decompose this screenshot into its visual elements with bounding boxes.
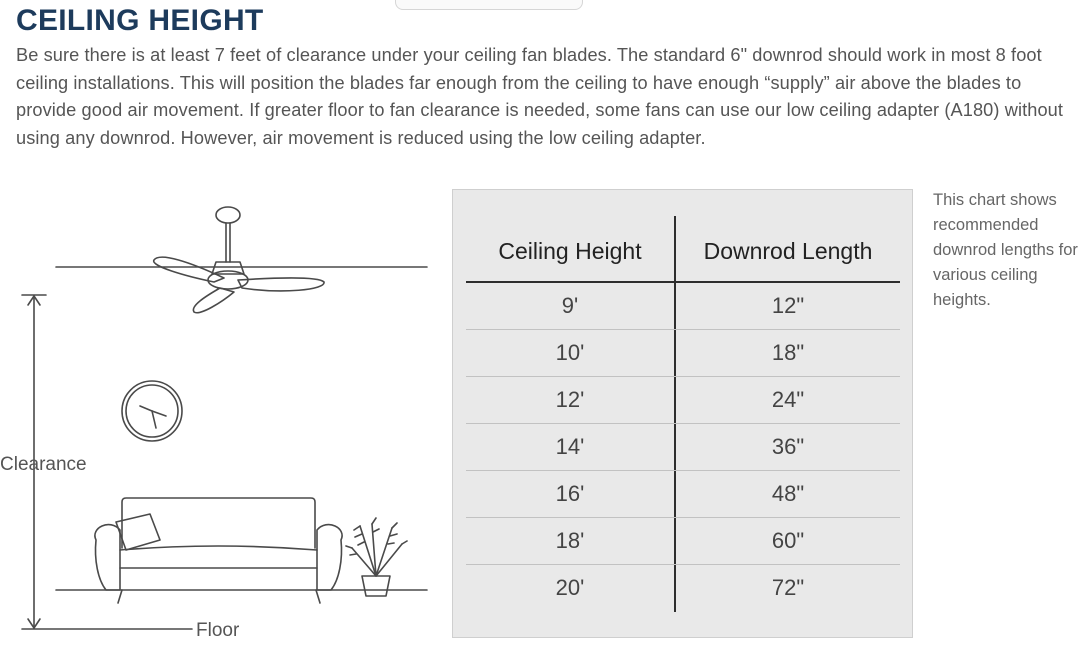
- downrod-length-cell: 12": [771, 293, 805, 318]
- ceiling-height-cell: 12': [555, 387, 585, 412]
- ceiling-fan-icon: [154, 207, 324, 313]
- side-note: This chart shows recommended downrod lengths for various ceiling heights.: [933, 191, 1078, 309]
- potted-plant-icon: [346, 518, 407, 596]
- ceiling-height-cell: 14': [555, 434, 585, 459]
- room-illustration: [0, 200, 440, 650]
- header-ceiling-height: Ceiling Height: [498, 238, 642, 264]
- ceiling-height-cell: 9': [561, 293, 579, 318]
- top-tab-fragment: [395, 0, 583, 10]
- ceiling-height-cell: 18': [555, 528, 585, 553]
- downrod-length-cell: 60": [771, 528, 805, 553]
- page-title: CEILING HEIGHT: [16, 4, 264, 37]
- ceiling-height-cell: 10': [555, 340, 585, 365]
- downrod-length-cell: 24": [771, 387, 805, 412]
- downrod-length-cell: 18": [771, 340, 805, 365]
- table-row: [466, 518, 900, 565]
- table-row: [466, 330, 900, 377]
- table-row: [466, 471, 900, 518]
- table-row: [466, 283, 900, 330]
- downrod-table: [452, 189, 913, 638]
- floor-label: Floor: [196, 620, 240, 641]
- table-row: [466, 565, 900, 612]
- wall-clock-icon: [122, 381, 182, 441]
- sofa-icon: [95, 498, 342, 603]
- downrod-length-cell: 72": [771, 575, 805, 600]
- intro-paragraph: Be sure there is at least 7 feet of clearance under your ceiling fan blades. The standard 6" downrod should work in most 8 foot ceiling installations. This will position the blades far enough from the ceiling to have enough “supply” air above the blades to provide good air movement. If greater floor to fan clearance is needed, some fans can use our low ceiling adapter (A180) without using any downrod. However, air movement is reduced using the low ceiling adapter.: [16, 45, 1064, 148]
- downrod-length-cell: 48": [771, 481, 805, 506]
- header-downrod-length: Downrod Length: [703, 238, 873, 264]
- table-row: [466, 424, 900, 471]
- ceiling-height-cell: 20': [555, 575, 585, 600]
- ceiling-height-cell: 16': [555, 481, 585, 506]
- downrod-length-cell: 36": [771, 434, 805, 459]
- clearance-label: Clearance: [0, 454, 87, 475]
- table-row: [466, 377, 900, 424]
